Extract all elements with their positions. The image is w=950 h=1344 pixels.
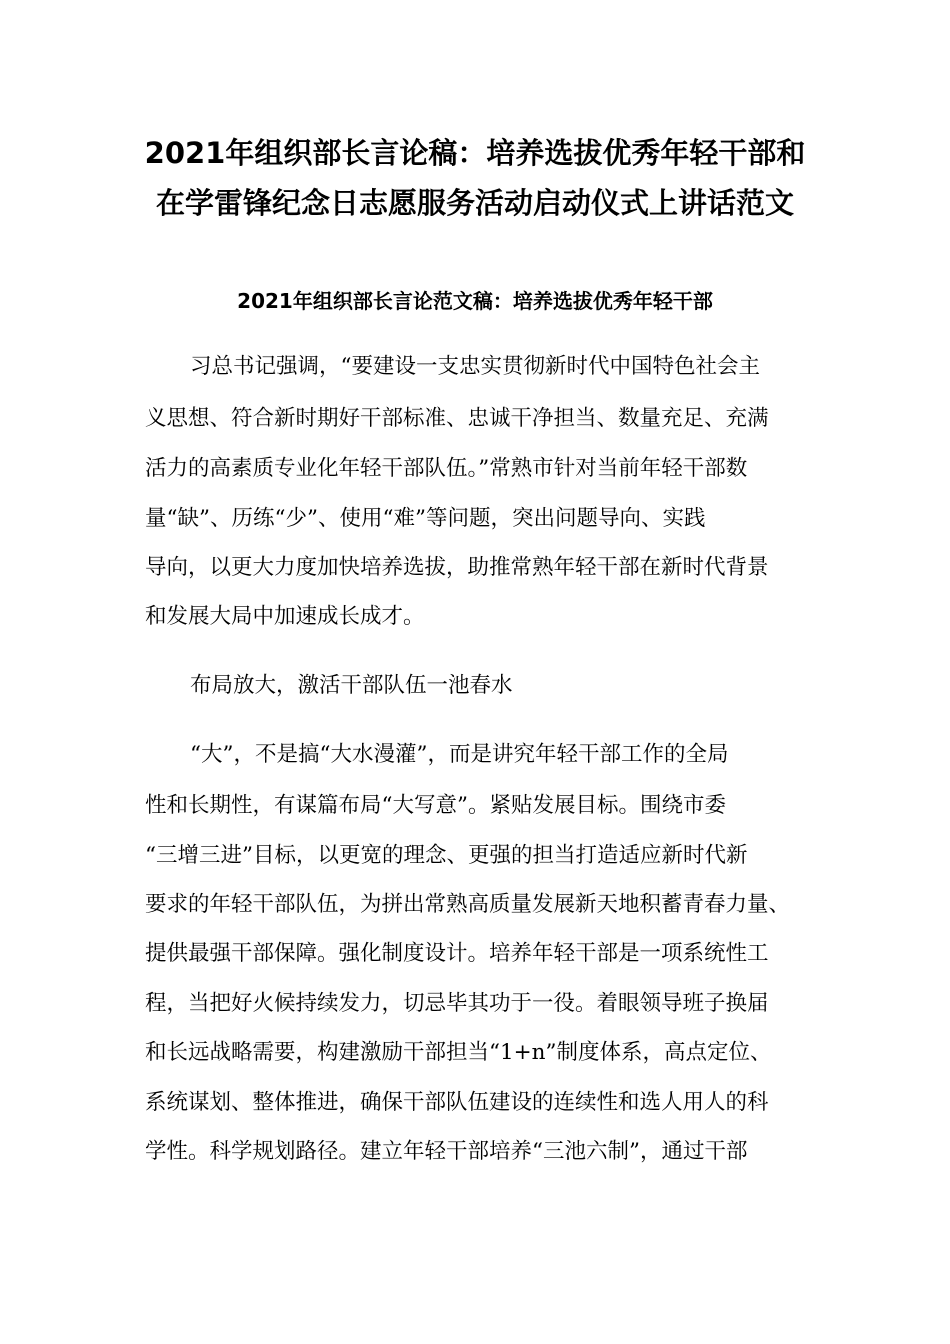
- paragraph2-line: 系统谋划、整体推进，确保干部队伍建设的连续性和选人用人的科: [145, 1090, 769, 1115]
- section-title: 2021年组织部长言论范文稿：培养选拔优秀年轻干部: [237, 289, 713, 313]
- document-title-line-1: 2021年组织部长言论稿：培养选拔优秀年轻干部和: [144, 136, 806, 170]
- paragraph2-line: 程，当把好火候持续发力，切忌毕其功于一役。着眼领导班子换届: [145, 991, 769, 1016]
- paragraph1-line: 习总书记强调，“要建设一支忠实贯彻新时代中国特色社会主: [190, 354, 760, 379]
- paragraph2-line: 提供最强干部保障。强化制度设计。培养年轻干部是一项系统性工: [145, 941, 769, 966]
- paragraph1-line: 导向，以更大力度加快培养选拔，助推常熟年轻干部在新时代背景: [145, 555, 769, 580]
- paragraph2-line: “三增三进”目标，以更宽的理念、更强的担当打造适应新时代新: [145, 843, 748, 868]
- paragraph2-line: 和长远战略需要，构建激励干部担当“1+n”制度体系，高点定位、: [145, 1040, 772, 1065]
- paragraph1-line: 和发展大局中加速成长成才。: [145, 604, 425, 629]
- paragraph1-line: 活力的高素质专业化年轻干部队伍。”常熟市针对当前年轻干部数: [145, 456, 748, 481]
- paragraph2-line: 要求的年轻干部队伍，为拼出常熟高质量发展新天地积蓄青春力量、: [145, 892, 791, 917]
- paragraph2-line: 学性。科学规划路径。建立年轻干部培养“三池六制”，通过干部: [145, 1139, 748, 1164]
- paragraph2-line: “大”，不是搞“大水漫灌”，而是讲究年轻干部工作的全局: [190, 742, 729, 767]
- paragraph1-line: 量“缺”、历练“少”、使用“难”等问题，突出问题导向、实践: [145, 506, 706, 531]
- paragraph2-line: 性和长期性，有谋篇布局“大写意”。紧贴发展目标。围绕市委: [145, 793, 726, 818]
- section-heading: 布局放大，激活干部队伍一池春水: [190, 673, 513, 698]
- paragraph1-line: 义思想、符合新时期好干部标准、忠诚干净担当、数量充足、充满: [145, 406, 769, 431]
- document-title-line-2: 在学雷锋纪念日志愿服务活动启动仪式上讲话范文: [155, 186, 794, 220]
